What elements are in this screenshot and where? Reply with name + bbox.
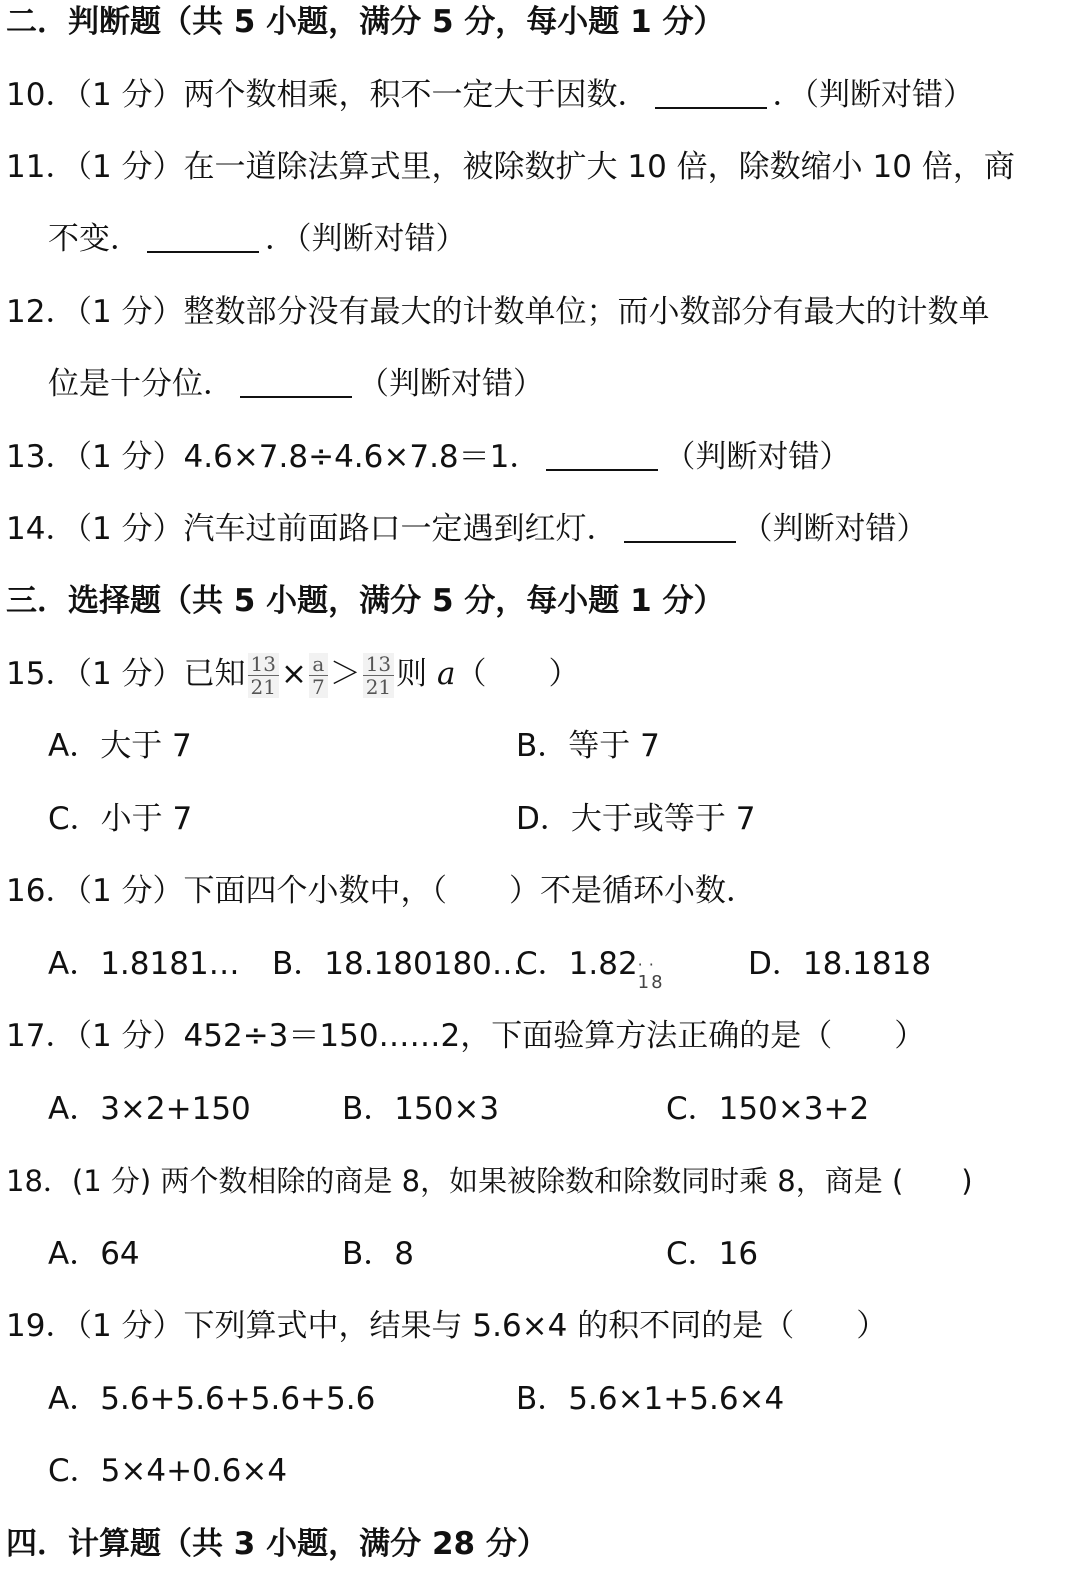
greater-than-sign: ＞ <box>329 656 361 692</box>
option-17-a[interactable]: A．3×2+150 <box>48 1091 251 1127</box>
section-heading-choice: 三．选择题（共 5 小题，满分 5 分，每小题 1 分） <box>6 583 725 619</box>
option-15-c[interactable]: C．小于 7 <box>48 801 193 837</box>
question-15-text: 15．（1 分）已知 <box>6 656 246 692</box>
question-13-suffix: （判断对错） <box>664 439 851 475</box>
fraction-numerator: a <box>309 653 328 676</box>
fraction-denominator: 21 <box>250 675 276 699</box>
question-19: 19．（1 分）下列算式中，结果与 5.6×4 的积不同的是（ ） <box>6 1308 888 1344</box>
question-11-line1: 11．（1 分）在一道除法算式里，被除数扩大 10 倍，除数缩小 10 倍，商 <box>6 149 1015 185</box>
fraction-denominator: 7 <box>311 675 325 699</box>
option-15-a[interactable]: A．大于 7 <box>48 728 192 764</box>
question-10-text: 10．（1 分）两个数相乘，积不一定大于因数． <box>6 77 649 113</box>
question-10-suffix: ．（判断对错） <box>772 77 975 113</box>
fraction-numerator: 13 <box>248 653 279 676</box>
section-heading-judge: 二．判断题（共 5 小题，满分 5 分，每小题 1 分） <box>6 4 725 40</box>
option-15-b[interactable]: B．等于 7 <box>516 728 660 764</box>
question-12-line2 <box>48 356 1080 412</box>
question-11-text: 不变． <box>48 221 141 257</box>
answer-blank-13[interactable] <box>546 435 658 471</box>
question-14-text: 14．（1 分）汽车过前面路口一定遇到红灯． <box>6 511 618 547</box>
question-12-line1: 12．（1 分）整数部分没有最大的计数单位；而小数部分有最大的计数单 <box>6 294 990 330</box>
option-16-c[interactable] <box>516 936 665 992</box>
question-18: 18．(1 分) 两个数相除的商是 8，如果被除数和除数同时乘 8，商是 ( ) <box>6 1164 973 1198</box>
question-13 <box>6 429 1080 485</box>
option-16-a[interactable]: A．1.8181… <box>48 946 240 982</box>
repeat-dots: ·· <box>637 955 660 974</box>
option-17-b[interactable]: B．150×3 <box>342 1091 500 1127</box>
variable-a: a <box>437 656 456 692</box>
question-13-text: 13．（1 分）4.6×7.8÷4.6×7.8＝1． <box>6 439 541 475</box>
repeat-digits-text: 18 <box>637 972 665 993</box>
question-15-then: 则 <box>396 656 428 692</box>
question-10 <box>6 67 1080 123</box>
question-12-text: 位是十分位． <box>48 366 234 402</box>
question-14-suffix: （判断对错） <box>741 511 928 547</box>
option-19-a[interactable]: A．5.6+5.6+5.6+5.6 <box>48 1381 376 1417</box>
answer-blank-12[interactable] <box>240 362 352 398</box>
answer-paren-15[interactable]: （ ） <box>455 656 580 692</box>
fraction-numerator: 13 <box>363 653 394 676</box>
question-11-line2 <box>48 211 1080 267</box>
option-16-d[interactable]: D．18.1818 <box>748 946 932 982</box>
repeating-digits <box>638 955 665 1011</box>
fraction-13-21-b <box>363 653 394 698</box>
question-11-suffix: ．（判断对错） <box>265 221 467 257</box>
option-16-b[interactable]: B．18.180180… <box>272 946 523 982</box>
answer-blank-14[interactable] <box>624 507 736 543</box>
option-19-c[interactable]: C．5×4+0.6×4 <box>48 1453 288 1489</box>
fraction-a-7 <box>309 653 328 698</box>
option-15-d[interactable]: D．大于或等于 7 <box>516 801 756 837</box>
option-19-b[interactable]: B．5.6×1+5.6×4 <box>516 1381 785 1417</box>
question-17: 17．（1 分）452÷3＝150……2，下面验算方法正确的是（ ） <box>6 1018 926 1054</box>
option-17-c[interactable]: C．150×3+2 <box>666 1091 870 1127</box>
question-16: 16．（1 分）下面四个小数中，（ ）不是循环小数． <box>6 873 758 909</box>
option-18-a[interactable]: A．64 <box>48 1236 140 1272</box>
fraction-denominator: 21 <box>365 675 392 699</box>
answer-blank-11[interactable] <box>147 217 259 253</box>
times-sign: × <box>280 656 307 692</box>
option-18-c[interactable]: C．16 <box>666 1236 759 1272</box>
fraction-13-21-a <box>248 653 279 698</box>
option-16-c-label: C．1.82 <box>516 946 638 982</box>
section-heading-calc: 四．计算题（共 3 小题，满分 28 分） <box>6 1526 548 1562</box>
option-18-b[interactable]: B．8 <box>342 1236 414 1272</box>
question-15 <box>6 646 1080 702</box>
question-12-suffix: （判断对错） <box>358 366 544 402</box>
question-14 <box>6 501 1080 557</box>
answer-blank-10[interactable] <box>655 73 767 109</box>
